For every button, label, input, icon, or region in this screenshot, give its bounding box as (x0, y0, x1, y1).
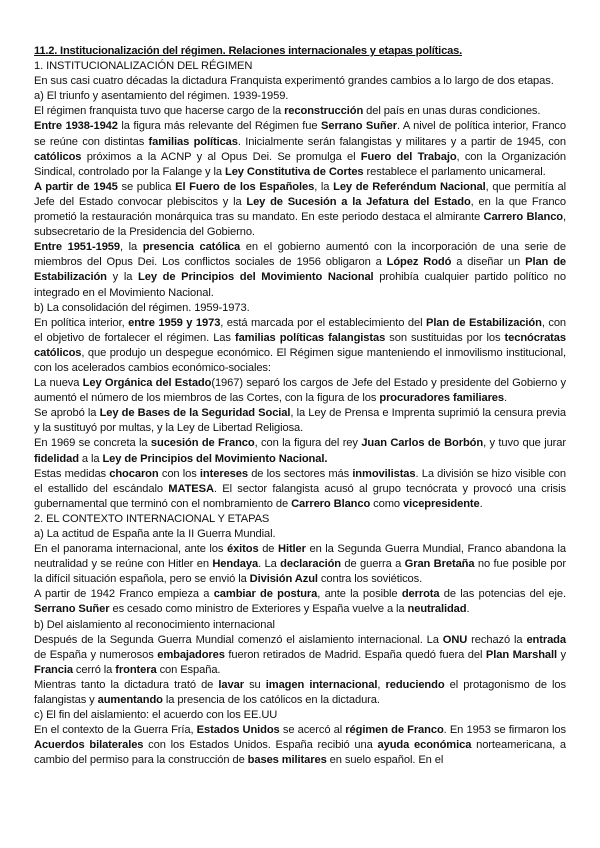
text-run: . La (258, 558, 281, 571)
text-run: . (466, 603, 470, 616)
text-run: a diseñar un (451, 256, 526, 269)
bold-text: Ley de Bases de la Seguridad Social (99, 407, 291, 420)
document-title: 11.2. Institucionalización del régimen. Relaciones internacionales y etapas políticas. (34, 45, 462, 57)
text-run: , (377, 678, 386, 691)
text-run: de los sectores más (247, 467, 353, 480)
bold-text: División Azul (249, 573, 318, 586)
text-run: restablece el parlamento unicameral. (363, 165, 546, 178)
text-run: (1967) separó los cargos de Jefe del Estado y presidente del Gobierno y aumentó el número de los miembros de las Cortes, con la figura de los (34, 377, 566, 405)
text-run: de las potencias del eje. (439, 588, 567, 601)
text-run: , con la figura del rey (254, 437, 362, 450)
bold-text: embajadores (157, 648, 225, 661)
text-run: b) La consolidación del régimen. 1959-1973. (34, 301, 250, 314)
text-run: del país en unas duras condiciones. (363, 105, 541, 118)
text-run: en suelo español. En el (326, 754, 444, 767)
paragraph-p10 (34, 467, 566, 512)
bold-text: Carrero Blanco (483, 211, 563, 224)
bold-text: Plan de Estabilización (34, 256, 566, 284)
text-run: , con el objetivo de fortalecer el régimen. Las (34, 316, 567, 344)
text-run: con los Estados Unidos. España recibió una (143, 739, 378, 752)
paragraph-p6 (34, 316, 566, 376)
text-run: es cesado como ministro de Exteriores y España vuelve a la (109, 603, 408, 616)
bold-text: procuradores familiares (379, 392, 504, 405)
text-run: En 1969 se concreta la (34, 437, 151, 450)
text-run: 2. EL CONTEXTO INTERNACIONAL Y ETAPAS (34, 512, 270, 525)
bold-text: Estados Unidos (196, 724, 280, 737)
bold-text: Entre 1938-1942 (34, 120, 118, 133)
text-run: con los (158, 467, 200, 480)
paragraph-p11 (34, 542, 566, 587)
bold-text: lavar (218, 678, 244, 691)
bold-text: Hendaya (212, 558, 259, 571)
bold-text: sucesión de Franco (150, 437, 255, 450)
bold-text: entrada (526, 633, 566, 646)
text-run: . Inicialmente serán falangistas y militares y a partir de 1945, con (237, 135, 566, 148)
bold-text: régimen de Franco (345, 724, 444, 737)
text-run: con España. (156, 663, 221, 676)
section-heading-h2 (34, 512, 566, 527)
text-run: se publica (117, 180, 176, 193)
bold-text: Gran Bretaña (404, 558, 475, 571)
text-run: Después de la Segunda Guerra Mundial comenzó el aislamiento internacional. La (34, 633, 443, 646)
text-run: . La división se hizo visible con el estallido del escándalo (34, 467, 566, 495)
text-run: próximos a la ACNP y al Opus Dei. Se promulga el (81, 150, 361, 163)
bold-text: Ley de Sucesión a la Jefatura del Estado (246, 195, 471, 208)
paragraph-p7 (34, 376, 566, 406)
paragraph-p4 (34, 180, 566, 240)
bold-text: Acuerdos bilaterales (34, 739, 144, 752)
section-heading-h2b (34, 618, 566, 633)
text-run: de España y numerosos (34, 648, 158, 661)
text-run: , está marcada por el establecimiento del (220, 316, 426, 329)
bold-text: MATESA (168, 482, 214, 495)
paragraph-p8 (34, 406, 566, 436)
text-run: Se aprobó la (34, 407, 100, 420)
text-run: La nueva (34, 377, 83, 390)
paragraph-p5 (34, 240, 566, 300)
paragraph-p3 (34, 119, 566, 179)
bold-text: vicepresidente (403, 497, 480, 510)
text-run: a) El triunfo y asentamiento del régimen. 1939-1959. (34, 90, 289, 103)
bold-text: aumentando (97, 694, 163, 707)
document-body (34, 59, 566, 768)
bold-text: ONU (442, 633, 468, 646)
bold-text: fidelidad (34, 452, 79, 465)
bold-text: católicos (34, 150, 82, 163)
bold-text: Ley de Principios del Movimiento Nacional (138, 271, 374, 284)
bold-text: familias políticas (148, 135, 238, 148)
bold-text: A partir de 1945 (34, 180, 118, 193)
bold-text: Serrano Suñer (321, 120, 398, 133)
text-run: su (243, 678, 266, 691)
bold-text: familias políticas falangistas (234, 331, 386, 344)
text-run: , en la que Franco prometió la restauración monárquica tras su mandato. En este periodo destaca el almirante (34, 195, 567, 224)
bold-text: López Rodó (386, 256, 452, 269)
text-run: . (504, 392, 507, 405)
bold-text: éxitos (226, 543, 259, 556)
document-page (34, 44, 566, 769)
text-run: En política interior, (34, 316, 129, 329)
text-run: la presencia de los católicos en la dictadura. (162, 694, 380, 707)
paragraph-p9 (34, 436, 566, 466)
text-run: Estas medidas (34, 467, 110, 480)
bold-text: derrota (401, 588, 440, 601)
text-run: , subsecretario de la Presidencia del Gobierno. (34, 211, 566, 239)
text-run: son sustituidas por los (385, 331, 505, 344)
text-run: norteamericana, a cambio del permiso para la construcción de (34, 739, 566, 767)
bold-text: neutralidad (407, 603, 467, 616)
bold-text: Francia (34, 663, 73, 676)
bold-text: entre 1959 y 1973 (128, 316, 221, 329)
text-run: , ante la posible (317, 588, 402, 601)
paragraph-p2 (34, 104, 566, 119)
text-run: . (479, 497, 483, 510)
section-heading-h1b (34, 301, 566, 316)
text-run: de guerra a (341, 558, 405, 571)
text-run: se acercó al (279, 724, 346, 737)
section-heading-h2c (34, 708, 566, 723)
text-run: En el contexto de la Guerra Fría, (34, 724, 197, 737)
text-run: , que permitía al Jefe del Estado convocar plebiscitos y la (34, 180, 566, 208)
bold-text: Carrero Blanco (291, 497, 371, 510)
text-run: En sus casi cuatro décadas la dictadura Franquista experimentó grandes cambios a lo largo de dos etapas. (34, 75, 554, 88)
text-run: 1. INSTITUCIONALIZACIÓN DEL RÉGIMEN (34, 60, 253, 73)
text-run: , la (314, 180, 334, 193)
text-run: y la (106, 271, 139, 284)
bold-text: Ley Orgánica del Estado (82, 377, 212, 390)
text-run: a la (78, 452, 103, 465)
text-run: . El sector falangista acusó al grupo tecnócrata y provocó una crisis gubernamental que terminó con el nombramiento de (34, 482, 566, 510)
bold-text: Entre 1951-1959 (34, 241, 120, 254)
bold-text: Ley de Referéndum Nacional (333, 180, 486, 193)
bold-text: chocaron (109, 467, 159, 480)
paragraph-p15 (34, 723, 566, 768)
bold-text: bases militares (247, 754, 327, 767)
bold-text: intereses (199, 467, 248, 480)
bold-text: Ley Constitutiva de Cortes (224, 165, 364, 178)
text-run: A partir de 1942 Franco empieza a (34, 588, 214, 601)
paragraph-p13 (34, 633, 566, 678)
text-run: . A nivel de política interior, Franco se reúne con distintas (34, 120, 566, 148)
bold-text: cambiar de postura (213, 588, 318, 601)
text-run: , que produjo un despegue económico. El Régimen sigue manteniendo el inmovilismo institucional, con los acelerados cambios económico-sociales: (34, 346, 566, 374)
bold-text: Plan de Estabilización (425, 316, 542, 329)
text-run: c) El fin del aislamiento: el acuerdo con los EE.UU (34, 709, 278, 722)
text-run: En el panorama internacional, ante los (34, 543, 227, 556)
bold-text: reconstrucción (284, 105, 364, 118)
text-run: en el gobierno aumentó con la incorporación de una serie de miembros del Opus Dei. Los conflictos sociales de 1956 obligaron a (34, 241, 566, 269)
bold-text: tecnócratas católicos (34, 331, 566, 359)
text-run: el protagonismo de los falangistas y (34, 678, 566, 707)
paragraph-p14 (34, 678, 566, 708)
section-heading-h2a (34, 527, 566, 542)
bold-text: presencia católica (142, 241, 241, 254)
text-run: contra los soviéticos. (317, 573, 423, 586)
section-heading-h1a (34, 89, 566, 104)
bold-text: Fuero del Trabajo (360, 150, 457, 163)
bold-text: frontera (115, 663, 157, 676)
text-run: no fue posible por la difícil situación española, pero se envió la (34, 558, 566, 586)
text-run: prohibía cualquier partido político no integrado en el Movimiento Nacional. (34, 271, 566, 299)
text-run: , y tuvo que jurar (483, 437, 566, 450)
bold-text: ayuda económica (377, 739, 472, 752)
bold-text: Plan Marshall (485, 648, 557, 661)
text-run: la figura más relevante del Régimen fue (117, 120, 322, 133)
bold-text: Serrano Suñer (34, 603, 110, 616)
text-run: en la Segunda Guerra Mundial, Franco abandona la neutralidad y se reúne con Hitler en (34, 543, 566, 571)
text-run: a) La actitud de España ante la II Guerra Mundial. (34, 528, 276, 540)
text-run: b) Del aislamiento al reconocimiento internacional (34, 618, 275, 631)
bold-text: inmovilistas (352, 467, 416, 480)
text-run: como (370, 497, 404, 510)
text-run: , la Ley de Prensa e Imprenta suprimió la censura previa y la sustituyó por multas, y la Ley de Libertad Religiosa. (34, 407, 567, 435)
bold-text: reduciendo (385, 678, 445, 691)
text-run: cerró la (72, 663, 116, 676)
text-run: rechazó la (467, 633, 527, 646)
section-heading-h1 (34, 59, 566, 74)
text-run: , la (119, 241, 143, 254)
bold-text: declaración (280, 558, 341, 571)
paragraph-p12 (34, 587, 566, 617)
bold-text: Hitler (278, 543, 306, 556)
text-run: , con la Organización Sindical, controlado por la Falange y la (34, 150, 566, 178)
bold-text: imagen internacional (265, 678, 378, 691)
bold-text: Ley de Principios del Movimiento Nacional. (102, 452, 328, 465)
bold-text: El Fuero de los Españoles (175, 180, 315, 193)
text-run: . En 1953 se firmaron los (443, 724, 566, 737)
text-run: Mientras tanto la dictadura trató de (34, 678, 219, 691)
text-run: El régimen franquista tuvo que hacerse cargo de la (34, 105, 285, 118)
text-run: y (557, 648, 567, 661)
bold-text: Juan Carlos de Borbón (361, 437, 484, 450)
text-run: fueron retirados de Madrid. España quedó fuera del (224, 648, 486, 661)
text-run: de (258, 543, 278, 556)
paragraph-p1 (34, 74, 566, 89)
